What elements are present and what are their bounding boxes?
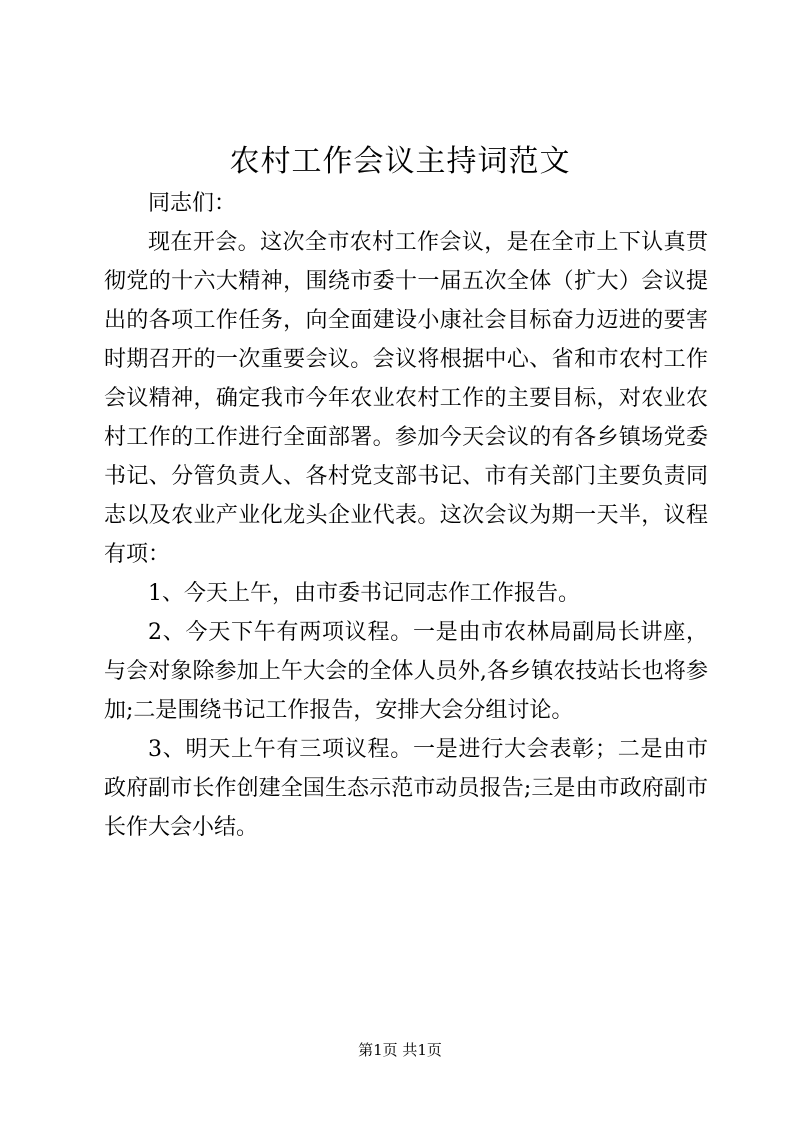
paragraph-opening: 现在开会。这次全市农村工作会议，是在全市上下认真贯彻党的十六大精神，围绕市委十一届五次全体（扩大）会议提出的各项工作任务，向全面建设小康社会目标奋力迈进的要害时期召开的一次重要会议。会议将根据中心、省和市农村工作会议精神，确定我市今年农业农村工作的主要目标，对农业农村工作的工作进行全面部署。参加今天会议的有各乡镇场党委书记、分管负责人、各村党支部书记、市有关部门主要负责同志以及农业产业化龙头企业代表。这次会议为期一天半，议程有项： [104,230,708,567]
page-footer: 第1页 共1页 [358,1041,442,1059]
document-title: 农村工作会议主持词范文 [229,144,571,179]
salutation: 同志们： [148,191,237,216]
agenda-item-2: 2、今天下午有两项议程。一是由市农林局副局长讲座，与会对象除参加上午大会的全体人员外,各乡镇农技站长也将参加;二是围绕书记工作报告，安排大会分组讨论。 [104,620,708,723]
agenda-item-1: 1、今天上午，由市委书记同志作工作报告。 [148,581,580,606]
document-body [104,184,708,847]
agenda-item-3: 3、明天上午有三项议程。一是进行大会表彰；二是由市政府副市长作创建全国生态示范市动员报告;三是由市政府副市长作大会小结。 [104,737,708,840]
